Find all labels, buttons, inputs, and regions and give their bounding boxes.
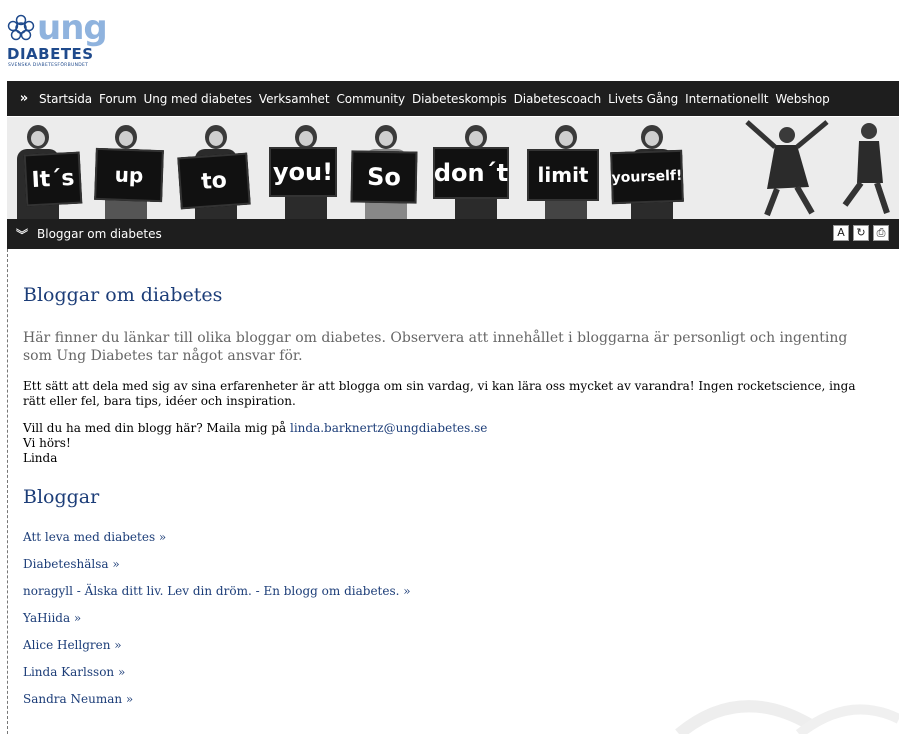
double-chevron-down-icon: ︾ [15, 227, 28, 242]
nav-item-community[interactable]: Community [336, 91, 406, 106]
contact-email-link[interactable]: linda.barknertz@ungdiabetes.se [289, 421, 488, 435]
text-size-icon[interactable]: A [833, 225, 849, 241]
background-swirl-decoration [659, 694, 899, 734]
banner-sign: you! [269, 147, 337, 197]
hero-banner [7, 117, 899, 219]
page-title: Bloggar om diabetes [23, 284, 223, 306]
greeting: Vi hörs! [23, 436, 71, 450]
nav-item-verksamhet[interactable]: Verksamhet [258, 91, 330, 106]
intro-text: Här finner du länkar till olika bloggar om diabetes. Observera att innehållet i bloggarna är personligt och ingenting som Ung Diabetes tar något ansvar för. [23, 330, 848, 364]
nav-item-livets-gang[interactable]: Livets Gång [608, 91, 679, 106]
logo-ung-text: ung [37, 8, 107, 48]
blog-list [23, 530, 411, 719]
nav-item-diabetescoach[interactable]: Diabetescoach [513, 91, 602, 106]
blog-link[interactable]: Sandra Neuman » [23, 692, 134, 706]
blog-link[interactable]: YaHiida » [23, 611, 82, 625]
blogs-heading: Bloggar [23, 486, 100, 508]
section-title: Bloggar om diabetes [37, 227, 162, 241]
list-item [23, 557, 411, 584]
nav-item-ung-med-diabetes[interactable]: Ung med diabetes [143, 91, 252, 106]
body-paragraph: Ett sätt att dela med sig av sina erfarenheter är att blogga om sin vardag, vi kan lära oss mycket av varandra! Ingen rocketscience, inga rätt eller fel, bara tips, idéer och inspiration. [23, 379, 856, 408]
signature: Linda [23, 451, 58, 465]
section-header-bar [7, 219, 899, 249]
logo-diabetes-text: DIABETES [7, 45, 94, 63]
refresh-icon[interactable]: ↻ [853, 225, 869, 241]
banner-sign: yourself! [610, 150, 684, 204]
nav-item-startsida[interactable]: Startsida [39, 91, 92, 106]
list-item [23, 638, 411, 665]
list-item [23, 692, 411, 719]
logo-emblem-icon [7, 14, 35, 42]
contact-block [23, 421, 487, 466]
print-icon[interactable]: ⎙ [873, 225, 889, 241]
nav-item-diabeteskompis[interactable]: Diabeteskompis [412, 91, 507, 106]
list-item [23, 530, 411, 557]
logo-subtitle: SVENSKA DIABETESFÖRBUNDET [8, 63, 89, 68]
banner-sign: It´s [24, 152, 83, 207]
contact-prefix: Vill du ha med din blogg här? Maila mig på [23, 421, 290, 435]
main-content [7, 249, 899, 734]
blog-link[interactable]: Att leva med diabetes » [23, 530, 167, 544]
nav-item-internationellt[interactable]: Internationellt [685, 91, 769, 106]
banner-jumping-people [727, 117, 899, 219]
blog-link[interactable]: Diabeteshälsa » [23, 557, 120, 571]
banner-sign: So [351, 150, 418, 203]
list-item [23, 611, 411, 638]
page-tools [833, 225, 889, 241]
banner-sign: limit [527, 149, 599, 201]
banner-sign: up [94, 148, 164, 202]
list-item [23, 584, 411, 611]
blog-link[interactable]: Linda Karlsson » [23, 665, 126, 679]
site-logo[interactable] [7, 8, 107, 68]
banner-sign: don´t [433, 147, 509, 199]
list-item [23, 665, 411, 692]
banner-sign: to [177, 153, 250, 210]
blog-link[interactable]: noragyll - Älska ditt liv. Lev din dröm. - En blogg om diabetes. » [23, 584, 411, 598]
blog-link[interactable]: Alice Hellgren » [23, 638, 122, 652]
main-navigation [7, 81, 899, 116]
double-chevron-right-icon: » [19, 91, 29, 106]
nav-item-webshop[interactable]: Webshop [775, 91, 830, 106]
nav-item-forum[interactable]: Forum [98, 91, 137, 106]
